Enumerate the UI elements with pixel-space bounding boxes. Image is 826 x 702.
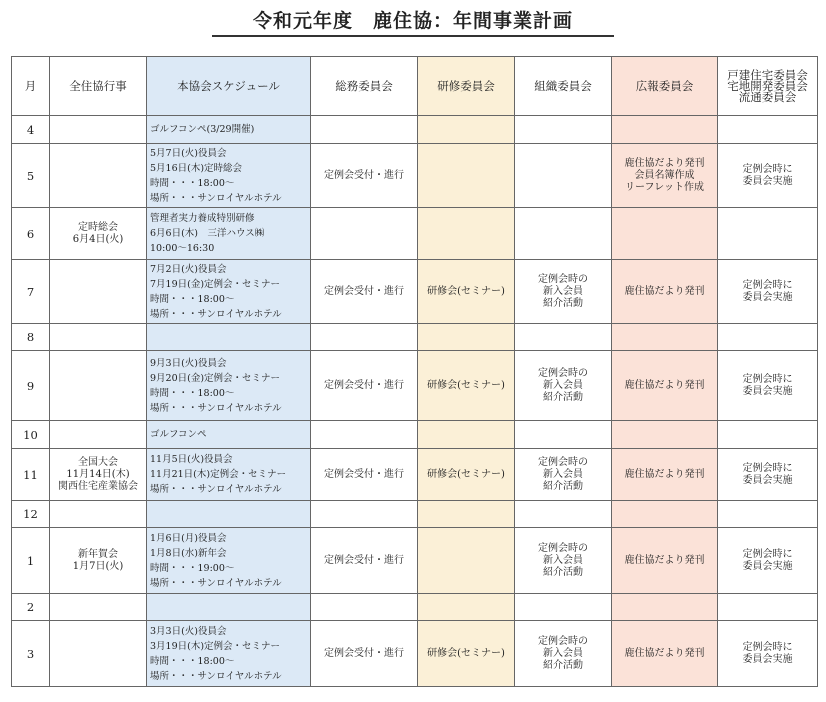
zenjukyo-cell <box>50 528 147 594</box>
header-other-line: 戸建住宅委員会 <box>727 67 808 82</box>
month-label: 7 <box>26 284 35 299</box>
kenshu-cell <box>418 351 515 421</box>
other-line: 委員会実施 <box>742 474 793 486</box>
schedule-cell <box>147 528 311 594</box>
schedule-line: 場所・・・サンロイヤルホテル <box>150 192 282 204</box>
soshiki-cell <box>515 351 612 421</box>
somu-text: 定例会受付・進行 <box>324 554 404 566</box>
header-row <box>12 57 818 116</box>
schedule-line: 5月7日(火)役員会 <box>150 147 227 159</box>
zenjukyo-cell <box>50 351 147 421</box>
zenjukyo-cell <box>50 501 147 528</box>
koho-cell <box>612 528 718 594</box>
kenshu-cell <box>418 594 515 621</box>
other-committees-cell <box>718 528 818 594</box>
somu-cell <box>311 449 418 501</box>
zenjukyo-cell <box>50 449 147 501</box>
schedule-cell <box>147 260 311 324</box>
schedule-line: 場所・・・サンロイヤルホテル <box>150 577 282 589</box>
other-committees-cell <box>718 594 818 621</box>
koho-line: 鹿住協だより発刊 <box>624 647 705 659</box>
schedule-line: ゴルフコンペ <box>150 429 207 440</box>
schedule-line: 場所・・・サンロイヤルホテル <box>150 484 282 495</box>
soshiki-line: 紹介活動 <box>543 659 583 671</box>
somu-text: 定例会受付・進行 <box>324 379 404 391</box>
other-line: 定例会時に <box>742 548 793 560</box>
somu-cell <box>311 621 418 687</box>
koho-line: 鹿住協だより発刊 <box>624 379 705 391</box>
soshiki-line: 新入会員 <box>543 285 583 297</box>
month-cell <box>12 621 50 687</box>
kenshu-text: 研修会(セミナー) <box>427 379 505 391</box>
somu-cell <box>311 208 418 260</box>
other-line: 定例会時に <box>742 279 793 291</box>
schedule-line: 11月5日(火)役員会 <box>150 454 233 465</box>
month-label: 11 <box>23 467 38 482</box>
month-cell <box>12 594 50 621</box>
schedule-line: 1月6日(月)役員会 <box>150 532 227 544</box>
somu-cell <box>311 528 418 594</box>
schedule-line: 時間・・・18:00～ <box>150 177 235 189</box>
other-committees-cell <box>718 501 818 528</box>
soshiki-cell <box>515 449 612 501</box>
table-row <box>12 116 818 144</box>
month-label: 12 <box>23 507 38 521</box>
schedule-cell <box>147 208 311 260</box>
soshiki-line: 紹介活動 <box>543 297 583 309</box>
month-cell <box>12 528 50 594</box>
other-committees-cell <box>718 621 818 687</box>
month-label: 3 <box>26 646 35 661</box>
other-line: 委員会実施 <box>742 291 793 303</box>
soshiki-cell <box>515 260 612 324</box>
koho-line: 鹿住協だより発刊 <box>624 468 705 480</box>
zenjukyo-cell <box>50 260 147 324</box>
other-committees-cell <box>718 260 818 324</box>
soshiki-cell <box>515 594 612 621</box>
other-committees-cell <box>718 208 818 260</box>
other-line: 委員会実施 <box>742 560 793 572</box>
zenjukyo-cell <box>50 208 147 260</box>
zenjukyo-line: 関西住宅産業協会 <box>58 480 138 492</box>
schedule-line: 7月2日(火)役員会 <box>150 263 227 275</box>
schedule-line: 場所・・・サンロイヤルホテル <box>150 308 282 320</box>
kenshu-text: 研修会(セミナー) <box>427 468 505 480</box>
soshiki-line: 定例会時の <box>538 273 588 285</box>
somu-cell <box>311 501 418 528</box>
schedule-line: 9月20日(金)定例会・セミナー <box>150 372 281 384</box>
soshiki-cell <box>515 208 612 260</box>
kenshu-cell <box>418 621 515 687</box>
somu-cell <box>311 594 418 621</box>
kenshu-cell <box>418 528 515 594</box>
koho-cell <box>612 421 718 449</box>
month-label: 2 <box>26 600 35 614</box>
schedule-line: 管理者実力養成特別研修 <box>150 213 255 224</box>
koho-line: リーフレット作成 <box>625 181 704 193</box>
soshiki-line: 新入会員 <box>543 647 583 659</box>
month-label: 4 <box>26 122 35 137</box>
somu-cell <box>311 116 418 144</box>
month-label: 8 <box>26 330 35 344</box>
schedule-cell <box>147 324 311 351</box>
somu-cell <box>311 351 418 421</box>
somu-text: 定例会受付・進行 <box>324 647 404 659</box>
soshiki-cell <box>515 621 612 687</box>
schedule-cell <box>147 501 311 528</box>
schedule-line: 10:00～16:30 <box>150 243 215 254</box>
zenjukyo-cell <box>50 324 147 351</box>
soshiki-line: 紹介活動 <box>543 391 583 403</box>
somu-text: 定例会受付・進行 <box>324 468 404 480</box>
schedule-cell <box>147 621 311 687</box>
koho-cell <box>612 621 718 687</box>
soshiki-cell <box>515 528 612 594</box>
header-soshiki: 組織委員会 <box>515 57 612 116</box>
table-row <box>12 621 818 687</box>
table-row <box>12 594 818 621</box>
kenshu-cell <box>418 501 515 528</box>
other-committees-cell <box>718 449 818 501</box>
month-label: 10 <box>23 427 38 442</box>
table-row <box>12 208 818 260</box>
schedule-line: 3月3日(火)役員会 <box>150 625 227 637</box>
schedule-line: 5月16日(木)定時総会 <box>150 162 243 174</box>
soshiki-cell <box>515 324 612 351</box>
header-schedule: 本協会スケジュール <box>147 57 311 116</box>
header-other-line: 宅地開発委員会 <box>727 78 808 93</box>
koho-cell <box>612 116 718 144</box>
month-cell <box>12 421 50 449</box>
soshiki-cell <box>515 421 612 449</box>
soshiki-line: 定例会時の <box>538 542 588 554</box>
header-koho: 広報委員会 <box>612 57 718 116</box>
schedule-cell <box>147 351 311 421</box>
schedule-line: 7月19日(金)定例会・セミナー <box>150 278 281 290</box>
other-committees-cell <box>718 351 818 421</box>
table-row <box>12 528 818 594</box>
header-month: 月 <box>12 57 50 116</box>
header-zenjukyo: 全住協行事 <box>50 57 147 116</box>
schedule-line: 6月6日(木) 三洋ハウス㈱ <box>150 228 265 239</box>
month-cell <box>12 324 50 351</box>
schedule-line: 時間・・・18:00～ <box>150 387 235 399</box>
schedule-line: 時間・・・18:00～ <box>150 655 235 667</box>
header-kenshu: 研修委員会 <box>418 57 515 116</box>
table-row <box>12 144 818 208</box>
month-label: 1 <box>26 553 35 568</box>
zenjukyo-line: 6月4日(火) <box>72 233 124 245</box>
koho-cell <box>612 501 718 528</box>
koho-line: 鹿住協だより発刊 <box>624 285 705 297</box>
schedule-line: 場所・・・サンロイヤルホテル <box>150 670 282 682</box>
somu-cell <box>311 421 418 449</box>
month-cell <box>12 260 50 324</box>
other-committees-cell <box>718 116 818 144</box>
kenshu-cell <box>418 208 515 260</box>
somu-cell <box>311 144 418 208</box>
other-line: 定例会時に <box>742 163 793 175</box>
koho-line: 鹿住協だより発刊 <box>624 157 705 169</box>
month-cell <box>12 116 50 144</box>
soshiki-cell <box>515 116 612 144</box>
header-somu: 総務委員会 <box>311 57 418 116</box>
page-title: 令和元年度 鹿住協：年間事業計画 <box>252 10 573 32</box>
table-row <box>12 351 818 421</box>
other-line: 委員会実施 <box>742 175 793 187</box>
somu-text: 定例会受付・進行 <box>324 285 404 297</box>
soshiki-line: 新入会員 <box>543 468 583 480</box>
schedule-cell <box>147 144 311 208</box>
zenjukyo-cell <box>50 421 147 449</box>
schedule-line: 3月19日(木)定例会・セミナー <box>150 640 281 652</box>
zenjukyo-line: 定時総会 <box>78 221 118 233</box>
koho-cell <box>612 594 718 621</box>
month-cell <box>12 501 50 528</box>
kenshu-cell <box>418 116 515 144</box>
other-line: 定例会時に <box>742 641 793 653</box>
soshiki-line: 定例会時の <box>538 456 588 468</box>
schedule-line: 時間・・・19:00～ <box>150 562 235 574</box>
soshiki-line: 新入会員 <box>543 379 583 391</box>
koho-cell <box>612 351 718 421</box>
zenjukyo-cell <box>50 594 147 621</box>
zenjukyo-line: 1月7日(火) <box>72 560 124 572</box>
other-line: 定例会時に <box>742 462 793 474</box>
schedule-cell <box>147 449 311 501</box>
soshiki-line: 紹介活動 <box>543 566 583 578</box>
zenjukyo-cell <box>50 621 147 687</box>
other-line: 委員会実施 <box>742 653 793 665</box>
koho-line: 鹿住協だより発刊 <box>624 554 705 566</box>
somu-text: 定例会受付・進行 <box>324 169 404 181</box>
kenshu-text: 研修会(セミナー) <box>427 285 505 297</box>
month-cell <box>12 208 50 260</box>
soshiki-line: 定例会時の <box>538 635 588 647</box>
zenjukyo-line: 11月14日(木) <box>66 468 130 480</box>
zenjukyo-cell <box>50 116 147 144</box>
soshiki-line: 定例会時の <box>538 367 588 379</box>
title-underline <box>212 35 614 37</box>
somu-cell <box>311 324 418 351</box>
month-cell <box>12 449 50 501</box>
other-committees-cell <box>718 324 818 351</box>
schedule-line: 1月8日(水)新年会 <box>150 547 227 559</box>
koho-cell <box>612 260 718 324</box>
annual-plan-table <box>11 56 818 687</box>
schedule-cell <box>147 594 311 621</box>
table-row <box>12 501 818 528</box>
zenjukyo-line: 新年賀会 <box>78 548 118 560</box>
koho-cell <box>612 324 718 351</box>
kenshu-cell <box>418 260 515 324</box>
zenjukyo-line: 全国大会 <box>78 456 118 468</box>
schedule-cell <box>147 116 311 144</box>
soshiki-line: 新入会員 <box>543 554 583 566</box>
month-label: 9 <box>26 378 35 393</box>
other-line: 定例会時に <box>742 373 793 385</box>
month-label: 5 <box>26 168 35 183</box>
schedule-line: 場所・・・サンロイヤルホテル <box>150 402 282 414</box>
table-row <box>12 421 818 449</box>
koho-line: 会員名簿作成 <box>634 169 695 181</box>
other-committees-cell <box>718 421 818 449</box>
kenshu-cell <box>418 449 515 501</box>
month-label: 6 <box>26 226 35 241</box>
soshiki-cell <box>515 501 612 528</box>
schedule-line: ゴルフコンペ(3/29開催) <box>150 124 255 135</box>
koho-cell <box>612 449 718 501</box>
month-cell <box>12 351 50 421</box>
other-committees-cell <box>718 144 818 208</box>
koho-cell <box>612 208 718 260</box>
kenshu-cell <box>418 324 515 351</box>
schedule-line: 9月3日(火)役員会 <box>150 357 227 369</box>
schedule-cell <box>147 421 311 449</box>
table-row <box>12 449 818 501</box>
soshiki-cell <box>515 144 612 208</box>
kenshu-cell <box>418 421 515 449</box>
schedule-line: 11月21日(木)定例会・セミナー <box>150 469 287 480</box>
table-row <box>12 324 818 351</box>
zenjukyo-cell <box>50 144 147 208</box>
koho-cell <box>612 144 718 208</box>
kenshu-text: 研修会(セミナー) <box>427 647 505 659</box>
soshiki-line: 紹介活動 <box>543 480 583 492</box>
table-row <box>12 260 818 324</box>
schedule-line: 時間・・・18:00～ <box>150 293 235 305</box>
header-other-committees <box>718 57 818 116</box>
kenshu-cell <box>418 144 515 208</box>
somu-cell <box>311 260 418 324</box>
month-cell <box>12 144 50 208</box>
other-line: 委員会実施 <box>742 385 793 397</box>
header-other-line: 流通委員会 <box>738 89 797 104</box>
